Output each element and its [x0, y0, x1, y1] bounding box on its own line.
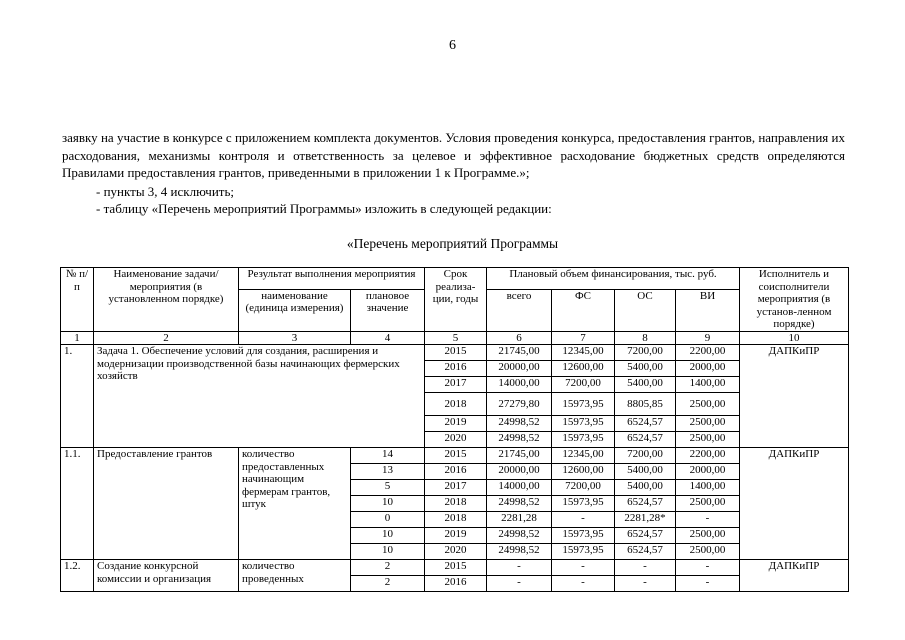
- total-cell: -: [487, 576, 552, 592]
- header-total: всего: [487, 289, 552, 331]
- table-title: «Перечень мероприятий Программы: [346, 236, 559, 251]
- fs-cell: 12600,00: [552, 361, 615, 377]
- year-cell: 2017: [425, 480, 487, 496]
- total-cell: 24998,52: [487, 544, 552, 560]
- vi-cell: 2500,00: [676, 528, 740, 544]
- total-cell: 21745,00: [487, 345, 552, 361]
- row-num: 1.2.: [61, 560, 94, 592]
- year-cell: 2016: [425, 464, 487, 480]
- header-os: ОС: [615, 289, 676, 331]
- vi-cell: 2500,00: [676, 416, 740, 432]
- header-vi: ВИ: [676, 289, 740, 331]
- vi-cell: 2000,00: [676, 464, 740, 480]
- result-name: количество предоставленных начинающим фермерам грантов, штук: [239, 448, 351, 560]
- os-cell: 5400,00: [615, 377, 676, 393]
- total-cell: 20000,00: [487, 361, 552, 377]
- fs-cell: -: [552, 512, 615, 528]
- plan-cell: 10: [351, 528, 425, 544]
- plan-cell: 10: [351, 544, 425, 560]
- col-number: 2: [94, 331, 239, 345]
- header-term: Срок реализа-ции, годы: [425, 268, 487, 332]
- os-cell: 7200,00: [615, 448, 676, 464]
- vi-cell: 1400,00: [676, 377, 740, 393]
- col-number: 6: [487, 331, 552, 345]
- measure-name: Создание конкурсной комиссии и организация: [94, 560, 239, 592]
- header-fs: ФС: [552, 289, 615, 331]
- plan-cell: 5: [351, 480, 425, 496]
- plan-cell: 2: [351, 560, 425, 576]
- col-number: 5: [425, 331, 487, 345]
- year-cell: 2015: [425, 345, 487, 361]
- row-num: 1.1.: [61, 448, 94, 560]
- fs-cell: 12345,00: [552, 448, 615, 464]
- total-cell: 20000,00: [487, 464, 552, 480]
- fs-cell: 7200,00: [552, 377, 615, 393]
- year-cell: 2019: [425, 416, 487, 432]
- os-cell: 6524,57: [615, 496, 676, 512]
- vi-cell: 2000,00: [676, 361, 740, 377]
- executor-cell: ДАПКиПР: [740, 448, 849, 560]
- vi-cell: 2500,00: [676, 496, 740, 512]
- header-financing: Плановый объем финансирования, тыс. руб.: [487, 268, 740, 290]
- header-name: Наименование задачи/мероприятия (в установленном порядке): [94, 268, 239, 332]
- executor-cell: ДАПКиПР: [740, 560, 849, 592]
- total-cell: 21745,00: [487, 448, 552, 464]
- fs-cell: 15973,95: [552, 393, 615, 416]
- year-cell: 2020: [425, 432, 487, 448]
- header-result-plan: плановое значение: [351, 289, 425, 331]
- header-num: № п/п: [61, 268, 94, 332]
- plan-cell: 14: [351, 448, 425, 464]
- col-number: 10: [740, 331, 849, 345]
- year-cell: 2019: [425, 528, 487, 544]
- measure-name: Предоставление грантов: [94, 448, 239, 560]
- fs-cell: -: [552, 560, 615, 576]
- os-cell: 5400,00: [615, 464, 676, 480]
- col-number: 7: [552, 331, 615, 345]
- year-cell: 2018: [425, 393, 487, 416]
- total-cell: 14000,00: [487, 377, 552, 393]
- plan-cell: 2: [351, 576, 425, 592]
- total-cell: 24998,52: [487, 432, 552, 448]
- list-item-2: - таблицу «Перечень мероприятий Программы» изложить в следующей редакции:: [96, 201, 552, 216]
- year-cell: 2020: [425, 544, 487, 560]
- os-cell: 5400,00: [615, 480, 676, 496]
- col-number: 9: [676, 331, 740, 345]
- os-cell: 7200,00: [615, 345, 676, 361]
- fs-cell: 12600,00: [552, 464, 615, 480]
- vi-cell: 2200,00: [676, 345, 740, 361]
- fs-cell: -: [552, 576, 615, 592]
- measures-table: [60, 267, 849, 592]
- vi-cell: -: [676, 576, 740, 592]
- year-cell: 2015: [425, 448, 487, 464]
- os-cell: 6524,57: [615, 432, 676, 448]
- year-cell: 2018: [425, 496, 487, 512]
- year-cell: 2016: [425, 576, 487, 592]
- result-name: количество проведенных: [239, 560, 351, 592]
- os-cell: 6524,57: [615, 416, 676, 432]
- vi-cell: 2500,00: [676, 432, 740, 448]
- total-cell: 2281,28: [487, 512, 552, 528]
- col-number: 8: [615, 331, 676, 345]
- vi-cell: 2500,00: [676, 544, 740, 560]
- vi-cell: -: [676, 512, 740, 528]
- table-row: [61, 345, 849, 361]
- task-name: Задача 1. Обеспечение условий для создания, расширения и модернизации производственной базы начинающих фермерских хозяйств: [94, 345, 425, 448]
- total-cell: 27279,80: [487, 393, 552, 416]
- year-cell: 2015: [425, 560, 487, 576]
- column-number-row: [61, 331, 849, 345]
- fs-cell: 15973,95: [552, 416, 615, 432]
- total-cell: 24998,52: [487, 496, 552, 512]
- total-cell: -: [487, 560, 552, 576]
- os-cell: -: [615, 576, 676, 592]
- executor-cell: ДАПКиПР: [740, 345, 849, 448]
- vi-cell: -: [676, 560, 740, 576]
- vi-cell: 2500,00: [676, 393, 740, 416]
- header-executor: Исполнитель и соисполнители мероприятия (в установ-ленном порядке): [740, 268, 849, 332]
- header-result-name: наименование (единица измерения): [239, 289, 351, 331]
- fs-cell: 15973,95: [552, 432, 615, 448]
- vi-cell: 2200,00: [676, 448, 740, 464]
- fs-cell: 7200,00: [552, 480, 615, 496]
- year-cell: 2018: [425, 512, 487, 528]
- total-cell: 14000,00: [487, 480, 552, 496]
- list-item-1: - пункты 3, 4 исключить;: [96, 184, 235, 199]
- fs-cell: 15973,95: [552, 496, 615, 512]
- row-num: 1.: [61, 345, 94, 448]
- os-cell: 8805,85: [615, 393, 676, 416]
- year-cell: 2017: [425, 377, 487, 393]
- table-row: [61, 448, 849, 464]
- col-number: 1: [61, 331, 94, 345]
- col-number: 4: [351, 331, 425, 345]
- fs-cell: 12345,00: [552, 345, 615, 361]
- plan-cell: 0: [351, 512, 425, 528]
- year-cell: 2016: [425, 361, 487, 377]
- vi-cell: 1400,00: [676, 480, 740, 496]
- os-cell: 6524,57: [615, 528, 676, 544]
- os-cell: 6524,57: [615, 544, 676, 560]
- total-cell: 24998,52: [487, 528, 552, 544]
- plan-cell: 13: [351, 464, 425, 480]
- table-row: [61, 560, 849, 576]
- header-result: Результат выполнения мероприятия: [239, 268, 425, 290]
- page-number: 6: [449, 38, 456, 53]
- os-cell: -: [615, 560, 676, 576]
- fs-cell: 15973,95: [552, 544, 615, 560]
- os-cell: 5400,00: [615, 361, 676, 377]
- body-paragraph: заявку на участие в конкурсе с приложением комплекта документов. Условия проведения конкурса, предоставления грантов, направления их расходования, механизмы контроля и ответственность за целевое и эффективное расходование бюджетных средств определяются Правилами предоставления грантов, приведенными в приложении 1 к Программе.»;: [62, 130, 845, 180]
- plan-cell: 10: [351, 496, 425, 512]
- os-cell: 2281,28*: [615, 512, 676, 528]
- total-cell: 24998,52: [487, 416, 552, 432]
- fs-cell: 15973,95: [552, 528, 615, 544]
- col-number: 3: [239, 331, 351, 345]
